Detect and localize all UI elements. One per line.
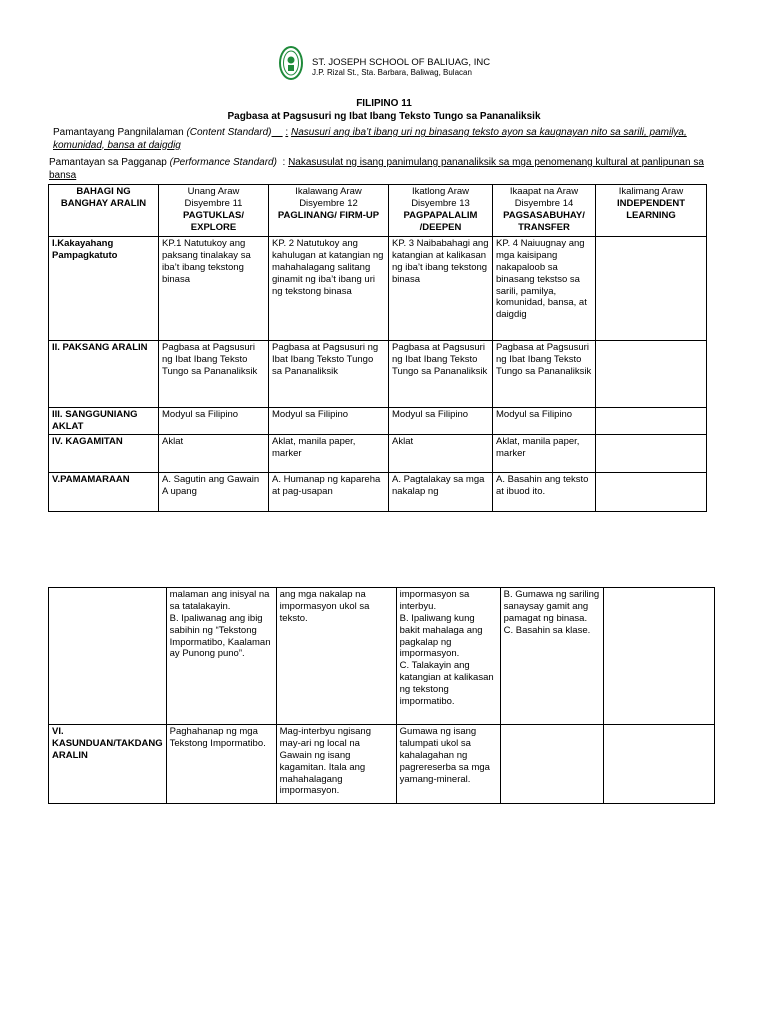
table-cell: ang mga nakalap na impormasyon ukol sa teksto. xyxy=(276,588,396,725)
table-cell: Aklat, manila paper, marker xyxy=(269,434,389,472)
table-cell xyxy=(603,588,714,725)
table-row xyxy=(49,237,707,341)
lesson-plan-table xyxy=(48,184,707,512)
lesson-plan-table-continued xyxy=(48,587,715,804)
performance-standard: Pamantayan sa Pagganap (Performance Standard) : Nakasusulat ng isang panimulang pananaliksik sa mga penomenang kultural at panlipunan sa bansa xyxy=(49,157,704,181)
table-cell: Modyul sa Filipino xyxy=(159,408,269,435)
table-cell xyxy=(596,237,707,341)
table-cell: Modyul sa Filipino xyxy=(493,408,596,435)
content-standard-label-en: (Content Standard) xyxy=(186,127,272,138)
row-label: V.PAMAMARAAN xyxy=(49,472,159,511)
table-cell: Pagbasa at Pagsusuri ng Ibat Ibang Teksto Tungo sa Pananaliksik xyxy=(493,341,596,408)
row-label: III. SANGGUNIANG AKLAT xyxy=(49,408,159,435)
table-cell: Pagbasa at Pagsusuri ng Ibat Ibang Teksto Tungo sa Pananaliksik xyxy=(159,341,269,408)
table-cell: KP. 3 Naibabahagi ang katangian at kalikasan ng iba’t ibang tekstong binasa xyxy=(389,237,493,341)
row-label xyxy=(49,588,167,725)
row-label: IV. KAGAMITAN xyxy=(49,434,159,472)
table-cell: Pagbasa at Pagsusuri ng Ibat Ibang Teksto Tungo sa Pananaliksik xyxy=(389,341,493,408)
table-cell: Pagbasa at Pagsusuri ng Ibat Ibang Teksto Tungo sa Pananaliksik xyxy=(269,341,389,408)
table-cell: impormasyon sa interbyu. B. Ipaliwang kung bakit mahalaga ang pagkalap ng impormasyon. C. Talakayin ang katangian at kalikasan ng tekstong impormatibo. xyxy=(396,588,500,725)
header-cell: Ikatlong Araw Disyembre 13 PAGPAPALALIM /DEEPEN xyxy=(389,185,493,237)
header-cell: Ikalimang Araw INDEPENDENT LEARNING xyxy=(596,185,707,237)
table-cell: A. Pagtalakay sa mga nakalap ng xyxy=(389,472,493,511)
row-label: II. PAKSANG ARALIN xyxy=(49,341,159,408)
table-row xyxy=(49,472,707,511)
table-cell: KP. 2 Natutukoy ang kahulugan at katangian ng mahahalagang salitang ginamit ng iba’t ibang uri ng tekstong binasa xyxy=(269,237,389,341)
document-title: FILIPINO 11 xyxy=(356,98,412,109)
row-label: VI. KASUNDUAN/TAKDANG ARALIN xyxy=(49,725,167,804)
table-cell: Gumawa ng isang talumpati ukol sa kahalagahan ng pagrereserba sa mga yamang-mineral. xyxy=(396,725,500,804)
table-cell xyxy=(596,472,707,511)
table-cell: A. Humanap ng kapareha at pag-usapan xyxy=(269,472,389,511)
table-cell: Mag-interbyu ngisang may-ari ng local na Gawain ng isang kagamitan. Itala ang mahahalagang impormasyon. xyxy=(276,725,396,804)
header-cell: Ikalawang Araw Disyembre 12 PAGLINANG/ FIRM-UP xyxy=(269,185,389,237)
table-cell: malaman ang inisyal na sa tatalakayin. B. Ipaliwanag ang ibig sabihin ng “Tekstong Impormatibo, Kaalaman ay Punong puno”. xyxy=(166,588,276,725)
performance-standard-label-en: (Performance Standard) xyxy=(169,157,277,168)
content-standard-label: Pamantayang Pangnilalaman xyxy=(53,127,184,138)
content-standard: Pamantayang Pangnilalaman (Content Standard) : Nasusuri ang iba’t ibang uri ng binasang teksto ayon sa kaugnayan nito sa sarili, pamilya, komunidad, bansa at daigdig xyxy=(53,127,687,151)
performance-standard-label: Pamantayan sa Pagganap xyxy=(49,157,167,168)
table-row xyxy=(49,588,715,725)
table-cell: B. Gumawa ng sariling sanaysay gamit ang pamagat ng binasa. C. Basahin sa klase. xyxy=(500,588,603,725)
header-cell: BAHAGI NG BANGHAY ARALIN xyxy=(49,185,159,237)
table-cell: Modyul sa Filipino xyxy=(269,408,389,435)
table-cell xyxy=(603,725,714,804)
table-cell: KP. 4 Naiuugnay ang mga kaisipang nakapaloob sa binasang tekstso sa sarili, pamilya, komunidad, bansa, at daigdig xyxy=(493,237,596,341)
table-cell: Modyul sa Filipino xyxy=(389,408,493,435)
table-cell: Aklat xyxy=(389,434,493,472)
header-cell: Ikaapat na Araw Disyembre 14 PAGSASABUHAY/ TRANSFER xyxy=(493,185,596,237)
row-label: I.Kakayahang Pampagkatuto xyxy=(49,237,159,341)
school-seal-icon xyxy=(279,46,303,80)
performance-standard-text: Nakasusulat ng isang panimulang pananaliksik sa mga penomenang kultural at panlipunan sa bansa xyxy=(49,157,704,181)
document-subtitle: Pagbasa at Pagsusuri ng Ibat Ibang Teksto Tungo sa Pananaliksik xyxy=(227,111,541,122)
table-cell: Paghahanap ng mga Tekstong Impormatibo. xyxy=(166,725,276,804)
table-cell xyxy=(596,434,707,472)
header-row xyxy=(49,185,707,237)
table-cell: A. Basahin ang teksto at ibuod ito. xyxy=(493,472,596,511)
table-row xyxy=(49,341,707,408)
table-cell xyxy=(596,408,707,435)
table-row xyxy=(49,408,707,435)
content-standard-text: Nasusuri ang iba’t ibang uri ng binasang teksto ayon sa kaugnayan nito sa sarili, pamilya, komunidad, bansa at daigdig xyxy=(53,127,687,151)
table-row xyxy=(49,434,707,472)
table-cell: Aklat xyxy=(159,434,269,472)
school-name: ST. JOSEPH SCHOOL OF BALIUAG, INC xyxy=(312,57,491,68)
table-row xyxy=(49,725,715,804)
table-cell: Aklat, manila paper, marker xyxy=(493,434,596,472)
header-cell: Unang Araw Disyembre 11 PAGTUKLAS/ EXPLORE xyxy=(159,185,269,237)
table-cell: KP.1 Natutukoy ang paksang tinalakay sa iba’t ibang tekstong binasa xyxy=(159,237,269,341)
table-cell xyxy=(500,725,603,804)
school-address: J.P. Rizal St., Sta. Barbara, Baliwag, Bulacan xyxy=(312,68,472,77)
table-cell: A. Sagutin ang Gawain A upang xyxy=(159,472,269,511)
table-cell xyxy=(596,341,707,408)
